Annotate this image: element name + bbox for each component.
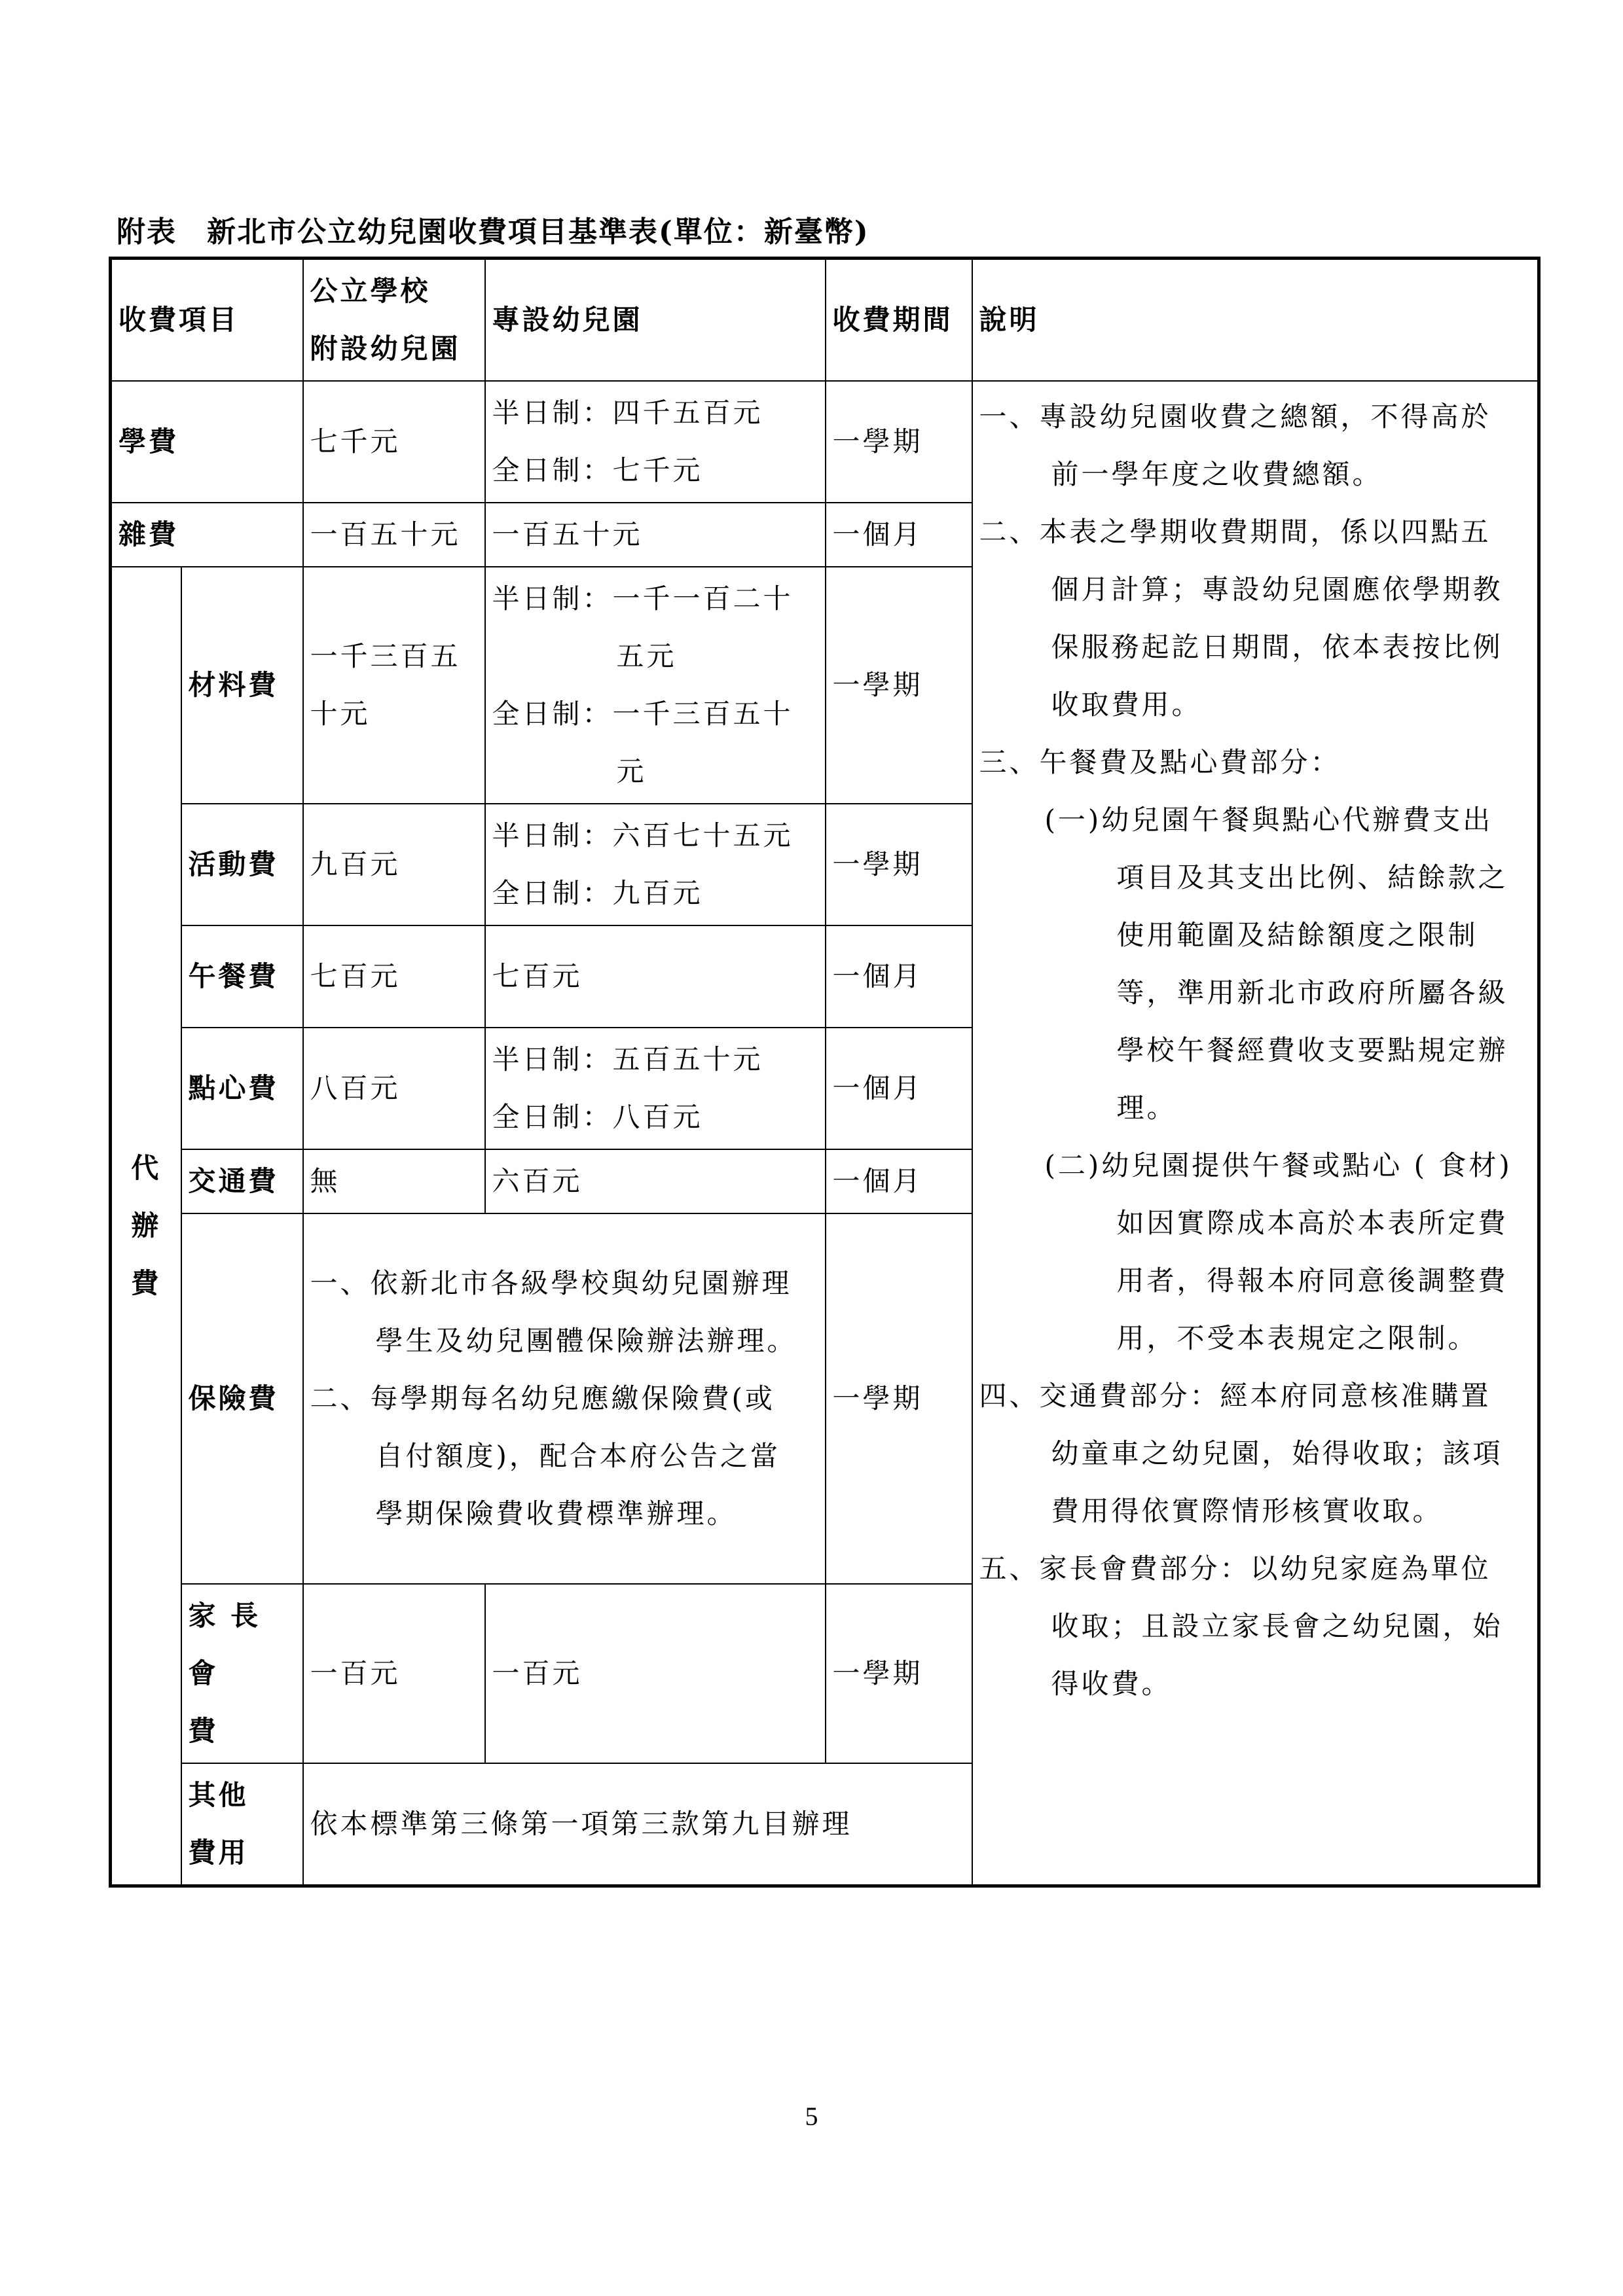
school-value: 一百元: [303, 1584, 485, 1763]
period-value: 一學期: [826, 567, 972, 804]
row-name: 交通費: [181, 1149, 303, 1213]
explanation-line: 學校午餐經費收支要點規定辦: [1116, 1034, 1508, 1066]
period-value: 一個月: [826, 925, 972, 1028]
header-dedicated: 專設幼兒園: [485, 259, 826, 382]
explanation-line: 收取費用。: [1051, 689, 1202, 721]
row-name: 家 長 會 費: [181, 1584, 303, 1763]
explanation-line: 收取；且設立家長會之幼兒園，始: [1051, 1610, 1503, 1642]
school-value: 無: [303, 1149, 485, 1213]
explanation-line: 五、家長會費部分：以幼兒家庭為單位: [979, 1552, 1491, 1585]
row-name: 學費: [111, 381, 303, 503]
table-caption: 附表 新北市公立幼兒園收費項目基準表(單位：新臺幣): [117, 215, 869, 249]
explanation-line: 使用範圍及結餘額度之限制: [1116, 919, 1478, 951]
school-value: 七百元: [303, 925, 485, 1028]
school-value: 七千元: [303, 381, 485, 503]
dedicated-value: 半日制：六百七十五元 全日制：九百元: [485, 804, 826, 925]
header-item: 收費項目: [111, 259, 303, 382]
explanation-line: 如因實際成本高於本表所定費: [1116, 1207, 1508, 1239]
table-row: [111, 381, 1539, 503]
explanation-line: 保服務起訖日期間，依本表按比例: [1051, 631, 1503, 663]
other-fee-value: 依本標準第三條第一項第三款第九目辦理: [303, 1763, 972, 1886]
explanation-line: 用，不受本表規定之限制。: [1116, 1322, 1478, 1354]
period-value: 一個月: [826, 1149, 972, 1213]
row-name: 雜費: [111, 503, 303, 567]
fee-table: [109, 257, 1541, 1888]
table-header-row: [111, 259, 1539, 382]
dedicated-value: 半日制：五百五十元 全日制：八百元: [485, 1028, 826, 1149]
dedicated-value: 一百元: [485, 1584, 826, 1763]
explanation-line: 得收費。: [1051, 1668, 1172, 1700]
period-value: 一學期: [826, 381, 972, 503]
row-name: 保險費: [181, 1213, 303, 1584]
explanation-line: 幼童車之幼兒園，始得收取；該項: [1051, 1437, 1503, 1469]
explanation-line: 前一學年度之收費總額。: [1051, 458, 1383, 490]
explanation-line: 項目及其支出比例、結餘款之: [1116, 861, 1508, 893]
explanation-line: 用者，得報本府同意後調整費: [1116, 1265, 1508, 1297]
header-note: 說明: [972, 259, 1539, 382]
school-value: 八百元: [303, 1028, 485, 1149]
row-name: 點心費: [181, 1028, 303, 1149]
period-value: 一個月: [826, 503, 972, 567]
row-name: 其他 費用: [181, 1763, 303, 1886]
dedicated-value: 半日制：四千五百元 全日制：七千元: [485, 381, 826, 503]
row-name: 午餐費: [181, 925, 303, 1028]
period-value: 一學期: [826, 1213, 972, 1584]
explanation-line: 二、本表之學期收費期間，係以四點五: [979, 516, 1491, 548]
insurance-note: 一、依新北市各級學校與幼兒園辦理 學生及幼兒團體保險辦法辦理。 二、每學期每名幼兒應繳保險費(或 自付額度)，配合本府公告之當 學期保險費收費標準辦理。: [303, 1213, 826, 1584]
dedicated-value: 半日制：一千一百二十 五元 全日制：一千三百五十 元: [485, 567, 826, 804]
school-value: 一百五十元: [303, 503, 485, 567]
explanation-line: 三、午餐費及點心費部分：: [979, 746, 1341, 778]
explanation-line: 一、專設幼兒園收費之總額，不得高於: [979, 401, 1491, 433]
school-value: 一千三百五 十元: [303, 567, 485, 804]
dedicated-value: 七百元: [485, 925, 826, 1028]
dedicated-value: 一百五十元: [485, 503, 826, 567]
page-number: 5: [805, 2102, 818, 2131]
explanation-line: 理。: [1116, 1092, 1177, 1124]
row-name: 活動費: [181, 804, 303, 925]
explanation-line: (一)幼兒園午餐與點心代辦費支出: [1044, 804, 1493, 836]
dedicated-value: 六百元: [485, 1149, 826, 1213]
agency-fee-group-label: 代 辦 費: [111, 567, 181, 1886]
period-value: 一學期: [826, 1584, 972, 1763]
explanation-line: 費用得依實際情形核實收取。: [1051, 1495, 1443, 1527]
explanation-cell: [972, 381, 1539, 1886]
header-period: 收費期間: [826, 259, 972, 382]
period-value: 一學期: [826, 804, 972, 925]
row-name: 材料費: [181, 567, 303, 804]
school-value: 九百元: [303, 804, 485, 925]
header-school: 公立學校 附設幼兒園: [303, 259, 485, 382]
explanation-line: 等，準用新北市政府所屬各級: [1116, 977, 1508, 1009]
period-value: 一個月: [826, 1028, 972, 1149]
explanation-line: (二)幼兒園提供午餐或點心 ( 食材): [1044, 1149, 1512, 1181]
explanation-line: 四、交通費部分：經本府同意核准購置: [979, 1380, 1491, 1412]
explanation-line: 個月計算；專設幼兒園應依學期教: [1051, 573, 1503, 605]
